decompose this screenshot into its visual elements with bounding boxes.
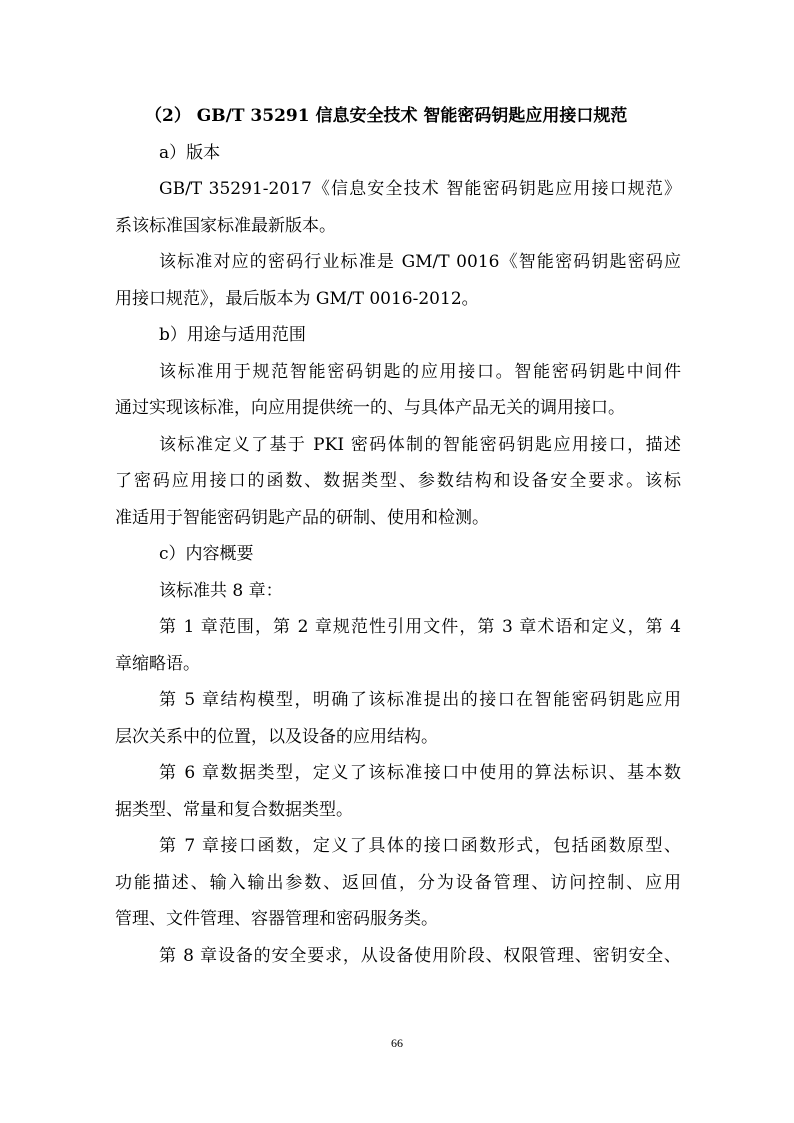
paragraph-line: 通过实现该标准，向应用提供统一的、与具体产品无关的调用接口。 [115,398,625,418]
paragraph-line: 第 6 章数据类型，定义了该标准接口中使用的算法标识、基本数 [159,763,681,783]
paragraph-line: 系该标准国家标准最新版本。 [115,215,336,236]
paragraph-line: 章缩略语。 [115,653,200,674]
paragraph-line: 第 8 章设备的安全要求，从设备使用阶段、权限管理、密钥安全、 [159,945,681,966]
paragraph-line: 了密码应用接口的函数、数据类型、参数结构和设备安全要求。该标 [115,471,681,491]
paragraph-line: 该标准共 8 章： [159,580,283,601]
paragraph-line: 据类型、常量和复合数据类型。 [115,799,353,820]
paragraph-line: 准适用于智能密码钥匙产品的研制、使用和检测。 [115,507,489,528]
section-heading: （2） GB/T 35291 信息安全技术 智能密码钥匙应用接口规范 [145,106,628,126]
paragraph-line: 管理、文件管理、容器管理和密码服务类。 [115,909,438,929]
paragraph-line: 功能描述、输入输出参数、返回值，分为设备管理、访问控制、应用 [115,872,681,893]
document-body [115,98,681,974]
paragraph-line: 该标准定义了基于 PKI 密码体制的智能密码钥匙应用接口，描述 [159,434,681,455]
paragraph-line: GB/T 35291-2017《信息安全技术 智能密码钥匙应用接口规范》 [159,179,681,199]
paragraph-line: 第 5 章结构模型，明确了该标准提出的接口在智能密码钥匙应用 [159,690,681,710]
paragraph-line: 第 1 章范围，第 2 章规范性引用文件，第 3 章术语和定义，第 4 [159,617,681,637]
subsection-summary-label: c）内容概要 [159,544,254,564]
paragraph-line: 层次关系中的位置，以及设备的应用结构。 [115,726,438,747]
paragraph-line: 该标准用于规范智能密码钥匙的应用接口。智能密码钥匙中间件 [159,361,681,382]
subsection-scope-label: b）用途与适用范围 [159,325,306,345]
page-number: 66 [391,1036,403,1050]
subsection-version-label: a）版本 [159,142,221,163]
paragraph-line: 该标准对应的密码行业标准是 GM/T 0016《智能密码钥匙密码应 [159,252,681,272]
paragraph-line: 第 7 章接口函数，定义了具体的接口函数形式，包括函数原型、 [159,836,681,856]
paragraph-line: 用接口规范》，最后版本为 GM/T 0016-2012。 [115,288,479,309]
